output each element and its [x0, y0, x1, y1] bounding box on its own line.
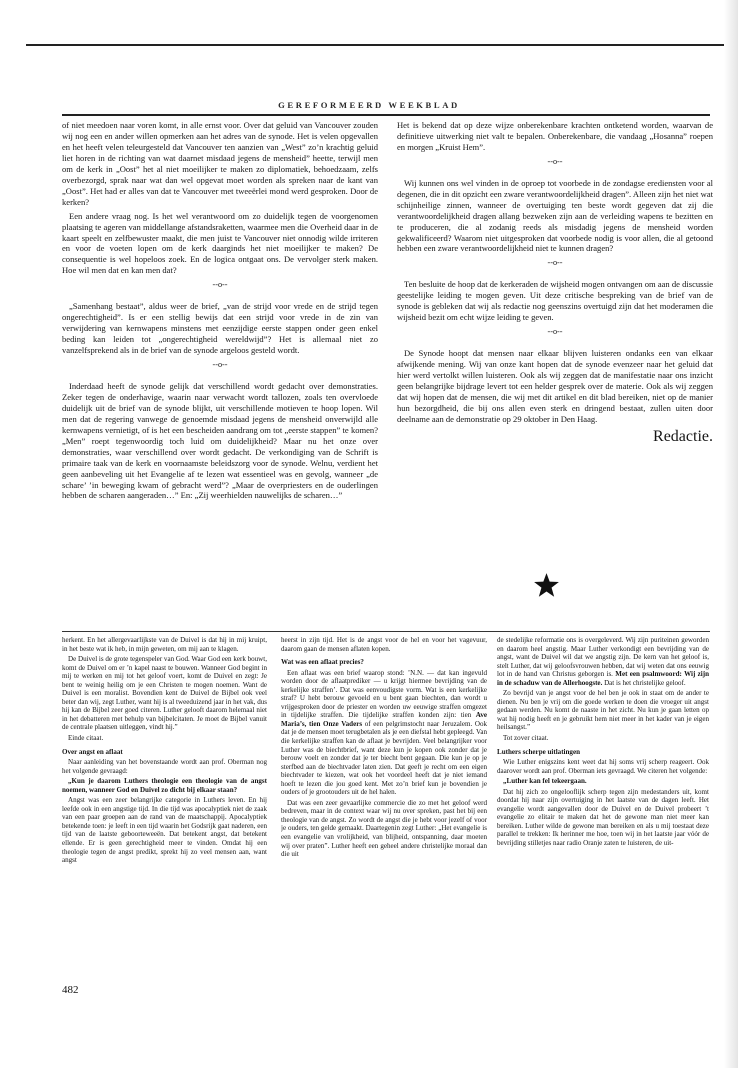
section-heading: Luthers scherpe uitlatingen: [497, 747, 580, 756]
article-paragraph: De Synode hoopt dat mensen naar elkaar blijven luisteren ondanks een van elkaar afwijkende mening. Wij van onze kant hopen dat de synode evenzeer naar het geluid dat hier werd vertolkt willen luisteren. Ook als wij zeggen dat de manifestatie naar ons inzicht geen belangrijke bijdrage levert tot een helder gesprek over de materie. Ook als wij zeggen dat wij hopen dat de mensen, die wij met dit artikel en dit blad bereiken, niet op de manier hun bezorgdheid, die bij ons allen even sterk en dringend bestaat, zullen uiten door deelname aan de demonstratie op 29 oktober in Den Haag.: [397, 348, 713, 424]
lower-column-3: [497, 636, 709, 1016]
section-heading: Over angst en aflaat: [62, 747, 123, 756]
article-paragraph: Dat was een zeer gevaarlijke commercie die zo met het geloof werd bedreven, maar in de context waar wij nu over spreken, past het bij een theologie van de angst. Zo wordt de angst die je hebt voor jezelf of voor je ouders, ten gelde gemaakt. Daartegenin zegt Luther: „Het evangelie is een evangelie van vrolijkheid, van blijheid, ontspanning, daar moeten wij over praten”. Luther heeft een geheel andere christelijke moraal dan die uit: [281, 798, 487, 859]
header-rule: [62, 114, 710, 116]
bold-quote: „Luther kan fel tekeergaan.: [503, 777, 587, 786]
article-paragraph: Wie Luther enigszins kent weet dat hij soms vrij scherp reageert. Ook daarover wordt aan prof. Oberman iets gevraagd. We citeren het volgende:: [497, 758, 709, 775]
lower-column-1: [62, 636, 267, 956]
star-ornament-icon: [533, 572, 560, 599]
page-number: 482: [62, 984, 79, 996]
article-paragraph: of niet meedoen naar voren komt, in alle ernst voor. Over dat geluid van Vancouver zouden wij nog een en ander willen opmerken aan het adres van de synode. Het is velen opgevallen en het heeft velen teleurgesteld dat Vancouver ten aanzien van „West” zo’n krachtig geluid liet horen in de richting van wat daarnet misdaad jegens de mensheid” heette, terwijl men om de kerk in „Oost” het al niet moeilijker te maken zo diplomatiek, behoedzaam, zelfs overbezorgd, sprak naar wat dan wel opgevat moet worden als spreken naar de kant van „Oost”. Het had er alles van dat te Vancouver met tweeërlei mond werd gesproken. Door de kerken?: [62, 120, 378, 207]
star-shape: [534, 573, 559, 597]
signature: Redactie.: [653, 427, 713, 445]
article-paragraph: Zo bevrijd van je angst voor de hel ben je ook in staat om de ander te dienen. Nu ben je vrij om die goede werken te doen die vroeger uit angst gedaan werden. Nu komt de naaste in het zicht. Nu kun je gaan letten op wat hij nodig heeft en je gebruikt hem niet meer in het kader van je eigen heilsangst.”: [497, 689, 709, 732]
section-heading: Wat was een aflaat precies?: [281, 658, 364, 667]
end-quote: Einde citaat.: [68, 734, 104, 743]
article-paragraph: Een andere vraag nog. Is het wel verantwoord om zo duidelijk tegen de voorgenomen plaatsing te ageren van middellange afstandsraketten, waarmee men die Overheid daar in de kaart speelt en zelfbewuster maakt, die men juist te Vancouver niet onnodig wilde irriteren en voor de voeten lopen om de kerk daarginds het niet moeilijker te maken? De consequentie is wel hopeloos zoek. En de logica ontgaat ons. De vervolger sterk maken. Hoe wil men dat en kan men dat?: [62, 210, 378, 276]
section-separator: --o--: [212, 280, 228, 290]
text-run: de stedelijke reformatie ons is overgeleverd. Wij zijn puriteinen geworden en daarom heel angstig. Maar Luther verkondigt een bevrijding van de angst, want de Duivel wil dat we angstig zijn. De kern van het geloof is, stelt Luther, dat wij geloofsvrouwen hebben, dat wij weten dat ons eeuwig lot in de hand van Christus geborgen is.: [497, 636, 709, 679]
bold-run: Met een psalmwoord: Wij zijn in de schaduw van de Allerhoogste.: [497, 670, 709, 687]
section-divider: [62, 631, 710, 632]
article-paragraph: Inderdaad heeft de synode gelijk dat verschillend wordt gedacht over demonstraties. Zeker tegen de onderhavige, waarin naar verwacht wordt tallozen, zoals ten overvloede duidelijk uit de brief van de synode blijkt, uit verschillende motieven te hoop lopen. Wil men dat de regering vanwege de genoemde misdaad jegens de mensheid onverwijld alle kernwapens vernietigt, of is het een bescheiden aandrang om tot „eerste stappen” te komen? „Men” roept tegenwoordig toch luid om duidelijkheid? Maar nu het onze over demonstraties, waar verschillend over wordt gedacht. De verkondiging van de Schrift is primaire taak van de kerk en voornaamste beleidszorg voor de synode. Welnu, verdient het geen aanbeveling uit het Evangelie af te lezen wat essentieel was en gevolg, wanneer „de schare’ ’in beweging kwam of gebracht werd”? „Maar de overpriesters en de ouderlingen hebben de scharen aangeraden…” En: „Zij weerhielden nauwelijks de scharen…”: [62, 380, 378, 501]
section-separator: --o--: [547, 156, 563, 166]
section-separator: --o--: [212, 360, 228, 370]
end-quote: Tot zover citaat.: [503, 734, 549, 743]
article-paragraph: Dat hij zich zo ongelooflijk scherp tegen zijn medestanders uit, komt doordat hij naar zijn overtuiging in het laatste van de dagen leeft. Het evangelie wordt aangevallen door de Duivel en de Duivel probeert ’t evangelie zo elitair te maken dat het de gewone man niet meer kan bereiken. Luther wilde de gewone man bereiken en als u mij toestaat deze parallel te trekken: Ik herinner me hoe, toen wij in het laatste jaar vóór de bevrijding stilletjes naar radio Oranje zaten te luisteren, de uit-: [497, 787, 709, 848]
article-paragraph: heerst in zijn tijd. Het is de angst voor de hel en voor het vagevuur, daarom gaan de mensen aflaten kopen.: [281, 636, 487, 653]
article-paragraph: Angst was een zeer belangrijke categorie in Luthers leven. En hij leefde ook in een angstige tijd. In die tijd was apocalyptiek niet de zaak van een paar groepen aan de rand van de maatschappij. Apocalyptiek betekende toen: je leeft in een tijd waarin het Godsrijk gaat naderen, een tijd van de laatste geboorteweeën. Dat betekent angst, dat betekent ellende. Er is geen gerechtigheid meer te vinden. Omdat hij een theologie tegen de angst predikt, sprekt hij zo veel mensen aan, want angst: [62, 796, 267, 865]
article-paragraph: Wij kunnen ons wel vinden in de oproep tot voorbede in de zondagse erediensten voor al degenen, die in dit opzicht een zware verantwoordelijkheid dragen”. Alleen zijn het niet wat schijnheilige zinnen, wanneer de overtuiging ten beste wordt gegeven dat zij die verantwoordelijkheid dragen allang bezweken zijn aan de verleiding wapens te bezitten en te produceren, die al zodanig reeds als misdadig jegens de mensheid worden gekwalificeerd? Waarom niet uitgesproken dat voorbede nodig is voor allen, die al getoond hebben een zware verantwoordelijkheid niet te kunnen dragen?: [397, 177, 713, 254]
text-run: Een aflaat was een brief waarop stond: ’N.N. — dat kan ingevuld worden door de aflaatprediker — u krijgt hiermee bevrijding van de kerkelijke straffen’. Dat was eenvoudigste vorm. Wat is een kerkelijke straf? U hebt berouw gevoeld en u bent gaan biechten, dan wordt u vrijgesproken door de priester en worden uw eeuwige straffen omgezet in tijdelijke straffen. Die tijdelijke straffen konden zijn: tien: [281, 668, 487, 720]
upper-left-column: [62, 120, 378, 618]
magazine-header: GEREFORMEERD WEEKBLAD: [278, 100, 460, 110]
upper-right-column: [397, 120, 713, 560]
signature-line: [397, 428, 713, 446]
article-paragraph: [497, 636, 709, 687]
article-paragraph: „Samenhang bestaat”, aldus weer de brief, „van de strijd voor vrede en de strijd tegen ongerechtigheid”. Is er een stellig bewijs dat een strijd voor vrede in de zin van verwijdering van kernwapens minstens met eenzijdige eerste stappen onder geen enkel beding kan leiden tot „ongerechtigheid wereldwijd”? Het is allemaal niet zo vanzelfsprekend als in de brief van de synode argeloos gesteld wordt.: [62, 301, 378, 356]
article-paragraph: De Duivel is de grote tegenspeler van God. Waar God een kerk bouwt, komt de Duivel om er ’n kapel naast te bouwen. Wanneer God begint in mij te werken en mij tot het geloof voert, komt de Duivel en zegt: Je bent te weinig heilig om je een Christen te mogen noemen. Want de Duivel is een moralist. Bovendien kent de Duivel de Bijbel ook veel beter dan wij, zegt Luther, want hij is al tweeduizend jaar in het vak, dus hij kan de Bijbel zeer goed citeren. Luther gelooft daarom helemaal niet in het debatteren met behulp van bijbelcitaten. Je moet de Bijbel vanuit de centrale plaatsen uitleggen, vindt hij.”: [62, 655, 267, 732]
top-border-line: [26, 44, 726, 46]
article-paragraph: herkent. En het allergevaarlijkste van de Duivel is dat hij in mij kruipt, in het beste wat ik heb, in mijn geweten, om mij aan te klagen.: [62, 636, 267, 653]
bold-run: Ave Maria’s, tien Onze Vaders: [281, 711, 487, 728]
text-run: of een pelgrimstocht naar Jeruzalem. Ook dat je de mensen moet terugbetalen als je een diefstal hebt gepleegd. Van die kerkelijke straffen kan de aflaat je bevrijden. Veel belangrijker voor Luther was de biechtbrief, want deze kun je kopen ook zonder dat je berouw voelt en zonder dat je ter biecht bent gegaan. Die kun je op je sterfbed aan de biechtvader laten zien. Dat geeft je recht om een eigen biechtvader te kiezen, wat ook het voordeel heeft dat je niet iemand hoeft te lezen die jou goed kent. Met zo’n brief kun je bovendien je ouders of je grootouders uit de hel halen.: [281, 719, 487, 797]
article-paragraph: Ten besluite de hoop dat de kerkeraden de wijsheid mogen ontvangen om aan de discussie geestelijke leiding te mogen geven. Uit deze critische bespreking van de brief van de synode is gebleken dat wij als redactie nog geenszins overtuigd zijn dat het moderamen die wijsheid bezit om echt wijze leiding te geven.: [397, 279, 713, 323]
scan-edge-shadow: [724, 0, 738, 1068]
article-paragraph: [281, 669, 487, 797]
text-run: Dat is het christelijke geloof.: [602, 678, 686, 687]
section-separator: --o--: [547, 327, 563, 337]
bold-question: „Kun je daarom Luthers theologie een theologie van de angst noemen, wanneer God en Duivel zo dicht bij elkaar staan?: [62, 777, 267, 794]
lower-column-2: [281, 636, 487, 1016]
article-paragraph: Het is bekend dat op deze wijze onberekenbare krachten ontketend worden, waarvan de definitieve uitwerking niet valt te bepalen. Onberekenbare, die vandaag „Hosanna” roepen en morgen „Kruist Hem”.: [397, 120, 713, 152]
article-paragraph: Naar aanleiding van het bovenstaande wordt aan prof. Oberman nog het volgende gevraagd:: [62, 758, 267, 775]
section-separator: --o--: [547, 258, 563, 268]
